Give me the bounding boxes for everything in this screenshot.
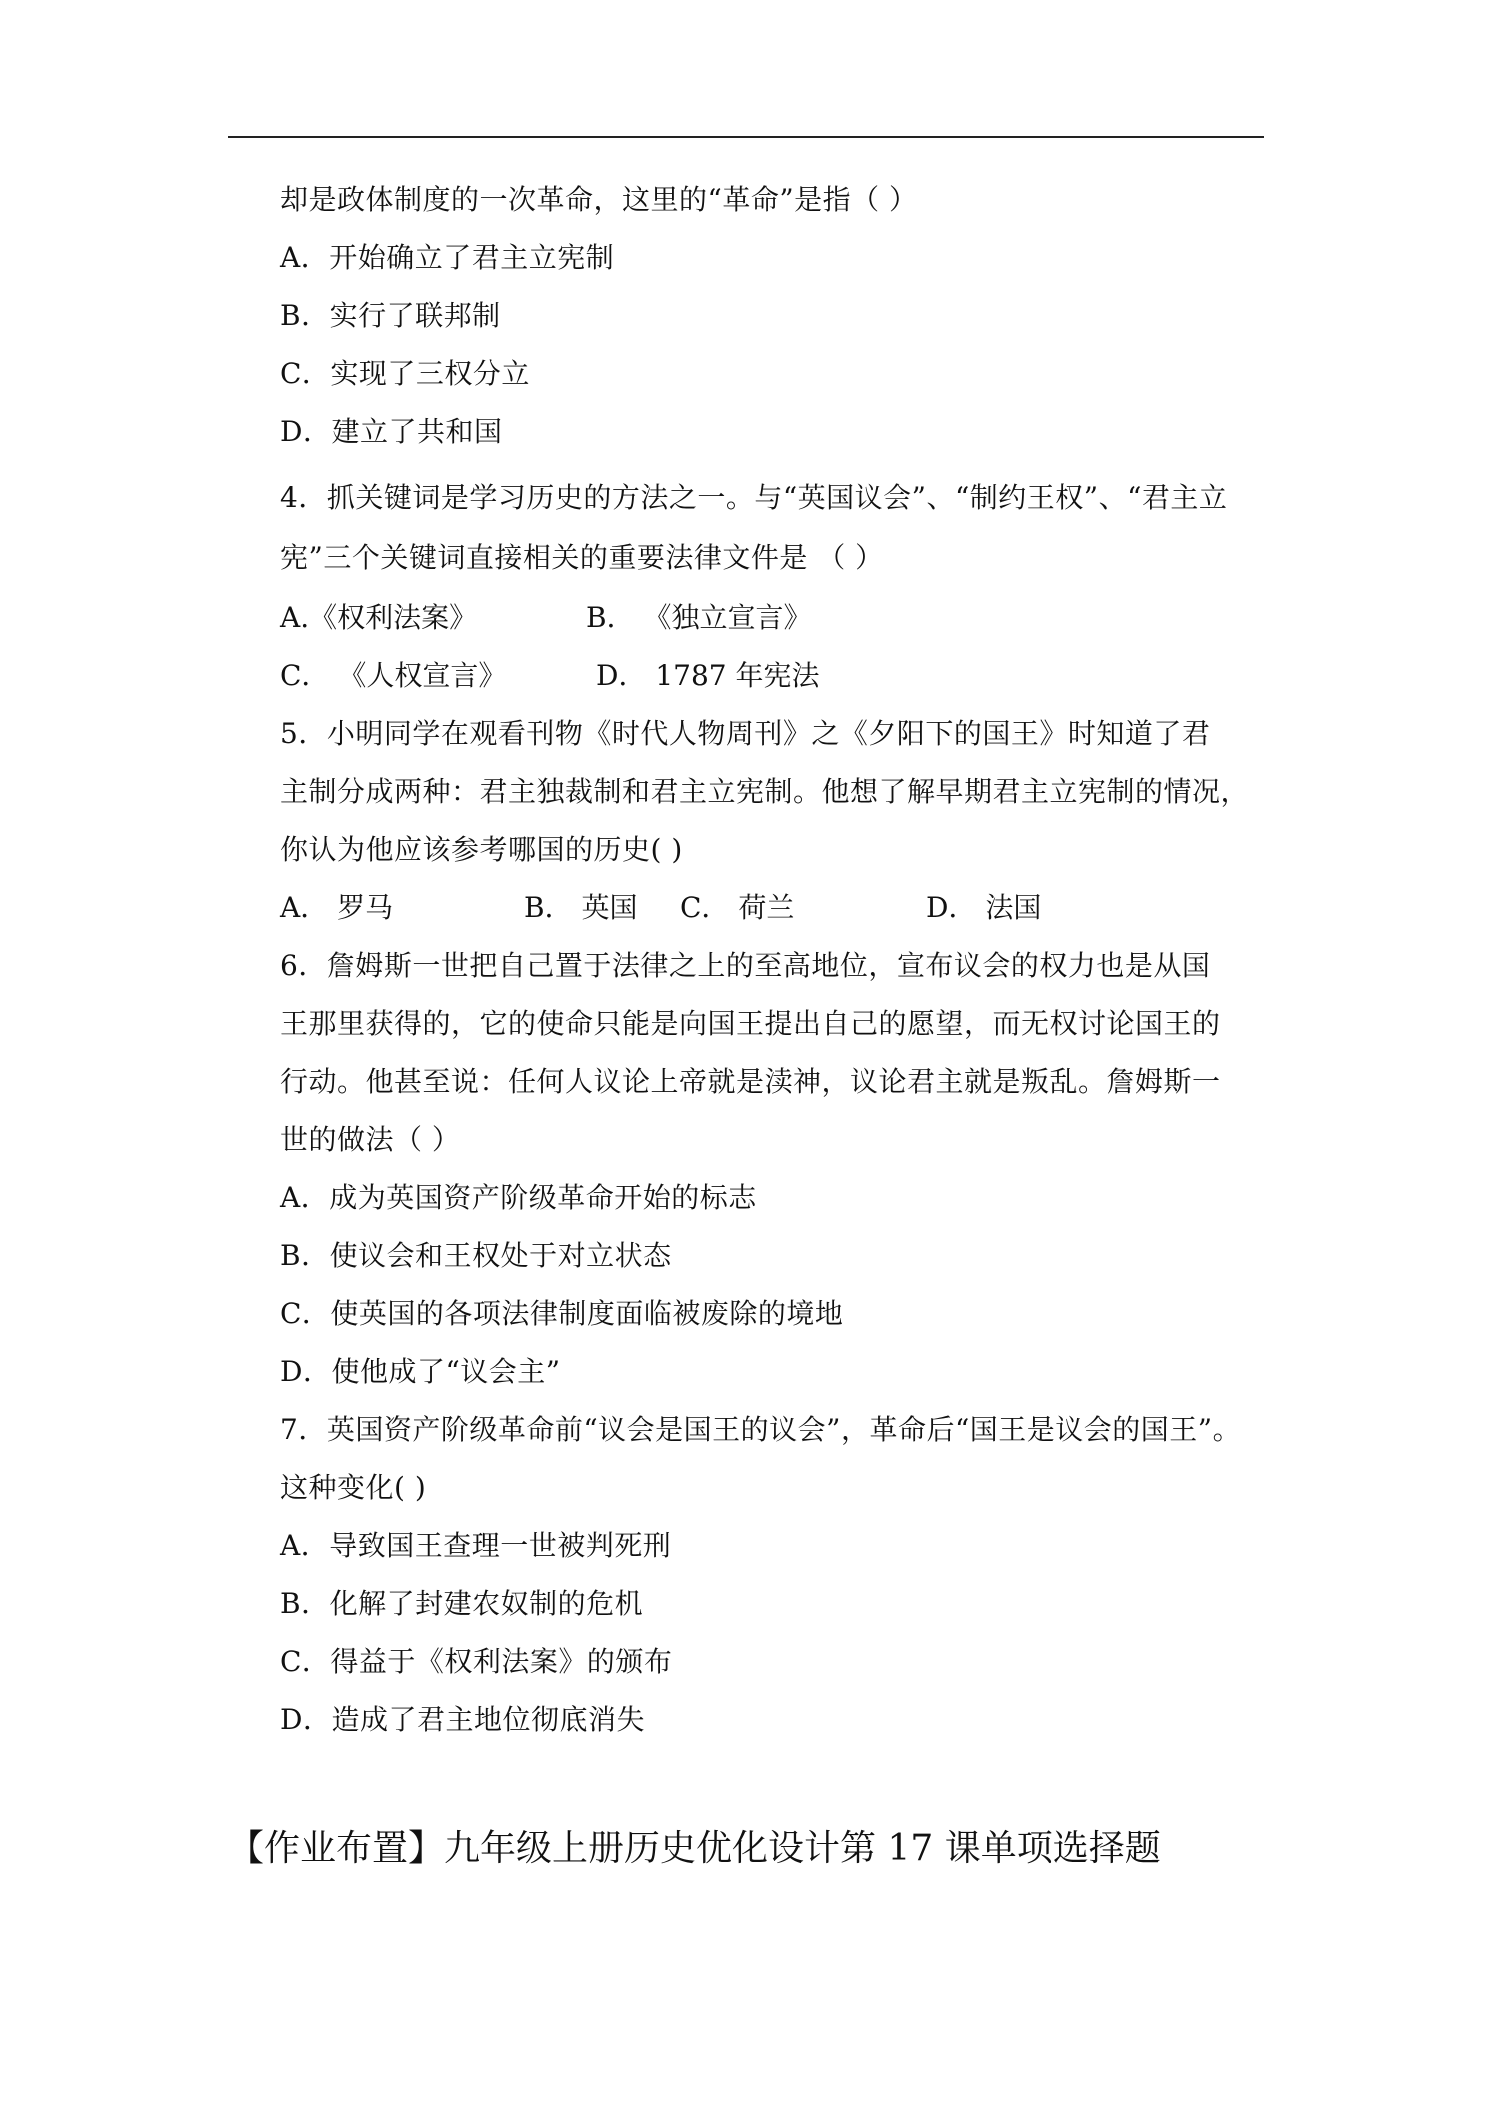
q6-stem-line-4: 世的做法（ ） (280, 1123, 461, 1156)
q6-option-c: C．使英国的各项法律制度面临被废除的境地 (280, 1297, 844, 1330)
q4-option-a: A.《权利法案》 (280, 601, 478, 634)
q6-option-a: A．成为英国资产阶级革命开始的标志 (280, 1181, 757, 1214)
q5-stem-line-3: 你认为他应该参考哪国的历史( ) (280, 833, 683, 866)
q5-option-b: B． 英国 (524, 891, 638, 924)
q5-option-d: D． 法国 (926, 891, 1042, 924)
q7-stem-line-2: 这种变化( ) (280, 1471, 427, 1504)
q6-option-b: B．使议会和王权处于对立状态 (280, 1239, 672, 1272)
q6-option-d: D．使他成了“议会主” (280, 1355, 561, 1388)
q4-stem-line-2: 宪”三个关键词直接相关的重要法律文件是 （ ） (280, 541, 884, 574)
q4-option-d: D． 1787 年宪法 (596, 659, 820, 692)
q5-stem-line-2: 主制分成两种：君主独裁制和君主立宪制。他想了解早期君主立宪制的情况， (280, 775, 1250, 808)
q3-option-c: C．实现了三权分立 (280, 357, 530, 390)
q6-stem-line-2: 王那里获得的，它的使命只能是向国王提出自己的愿望，而无权讨论国王的 (280, 1007, 1221, 1040)
q5-option-c: C． 荷兰 (680, 891, 795, 924)
q7-option-d: D．造成了君主地位彻底消失 (280, 1703, 645, 1736)
header-rule (228, 136, 1264, 138)
q5-option-a: A． 罗马 (280, 891, 394, 924)
q5-stem-line-1: 5．小明同学在观看刊物《时代人物周刊》之《夕阳下的国王》时知道了君 (280, 717, 1211, 750)
q3-option-d: D．建立了共和国 (280, 415, 503, 448)
q6-stem-line-3: 行动。他甚至说：任何人议论上帝就是渎神，议论君主就是叛乱。詹姆斯一 (280, 1065, 1221, 1098)
q7-option-c: C．得益于《权利法案》的颁布 (280, 1645, 673, 1678)
q7-stem-line-1: 7．英国资产阶级革命前“议会是国王的议会”，革命后“国王是议会的国王”。 (280, 1413, 1242, 1446)
q4-option-b: B． 《独立宣言》 (586, 601, 812, 634)
q7-option-b: B．化解了封建农奴制的危机 (280, 1587, 644, 1620)
q3-option-a: A．开始确立了君主立宪制 (280, 241, 615, 274)
q3-stem: 却是政体制度的一次革命，这里的“革命”是指（ ） (280, 183, 918, 216)
q3-option-b: B．实行了联邦制 (280, 299, 501, 332)
q7-option-a: A．导致国王查理一世被判死刑 (280, 1529, 672, 1562)
q4-option-c: C． 《人权宣言》 (280, 659, 507, 692)
q6-stem-line-1: 6．詹姆斯一世把自己置于法律之上的至高地位，宣布议会的权力也是从国 (280, 949, 1211, 982)
homework-assignment: 【作业布置】九年级上册历史优化设计第 17 课单项选择题 (228, 1828, 1161, 1869)
q4-stem-line-1: 4．抓关键词是学习历史的方法之一。与“英国议会”、“制约王权”、“君主立 (280, 481, 1228, 514)
